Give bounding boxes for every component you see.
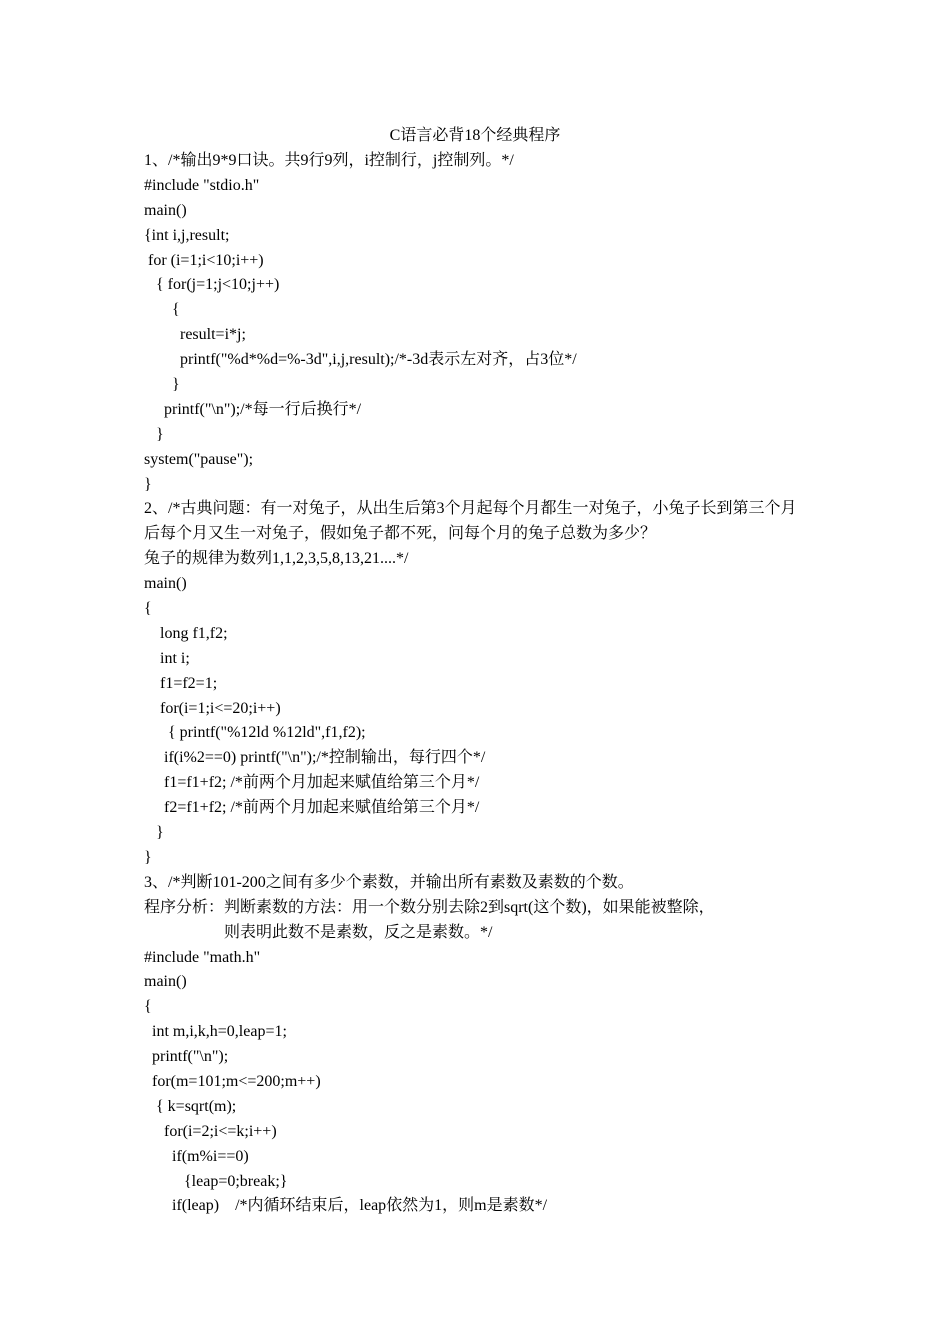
text-line: long f1,f2; bbox=[144, 624, 228, 642]
document-body bbox=[144, 149, 824, 1219]
text-line: 则表明此数不是素数，反之是素数。*/ bbox=[144, 923, 493, 941]
text-line: 后每个月又生一对兔子，假如兔子都不死，问每个月的兔子总数为多少？ bbox=[144, 525, 657, 543]
document-title: C语言必背18个经典程序 bbox=[389, 127, 561, 144]
text-line: f1=f1+f2; /*前两个月加起来赋值给第三个月*/ bbox=[144, 774, 480, 792]
text-line: { bbox=[144, 301, 180, 319]
text-line: #include "stdio.h" bbox=[144, 176, 260, 194]
text-line: result=i*j; bbox=[144, 326, 246, 344]
text-line: { bbox=[144, 600, 152, 618]
text-line: f1=f2=1; bbox=[144, 674, 218, 692]
text-line: { printf("%12ld %12ld",f1,f2); bbox=[144, 724, 366, 742]
text-line: { for(j=1;j<10;j++) bbox=[144, 276, 280, 294]
text-line: } bbox=[144, 376, 180, 394]
text-line: if(leap) /*内循环结束后，leap依然为1，则m是素数*/ bbox=[144, 1197, 548, 1215]
text-line: f2=f1+f2; /*前两个月加起来赋值给第三个月*/ bbox=[144, 799, 480, 817]
text-line: if(m%i==0) bbox=[144, 1147, 249, 1165]
text-line: int i; bbox=[144, 649, 190, 667]
text-line: system("pause"); bbox=[144, 450, 254, 468]
text-line: { bbox=[144, 998, 152, 1016]
text-line: 程序分析：判断素数的方法：用一个数分别去除2到sqrt(这个数)，如果能被整除， bbox=[144, 898, 715, 916]
text-line: main() bbox=[144, 201, 187, 219]
text-line: 1、/*输出9*9口诀。共9行9列，i控制行，j控制列。*/ bbox=[144, 152, 514, 169]
text-line: if(i%2==0) printf("\n");/*控制输出，每行四个*/ bbox=[144, 749, 486, 767]
text-line: main() bbox=[144, 973, 187, 991]
text-line: {leap=0;break;} bbox=[144, 1172, 288, 1190]
text-line: } bbox=[144, 848, 152, 866]
text-line: { k=sqrt(m); bbox=[144, 1097, 237, 1115]
text-line: 3、/*判断101-200之间有多少个素数，并输出所有素数及素数的个数。 bbox=[144, 873, 634, 891]
text-line: 兔子的规律为数列1,1,2,3,5,8,13,21....*/ bbox=[144, 550, 409, 568]
text-line: printf("\n");/*每一行后换行*/ bbox=[144, 400, 362, 418]
text-line: {int i,j,result; bbox=[144, 226, 230, 244]
text-line: for(m=101;m<=200;m++) bbox=[144, 1072, 321, 1090]
text-line: printf("%d*%d=%-3d",i,j,result);/*-3d表示左对齐，占3位*/ bbox=[144, 351, 577, 369]
text-line: printf("\n"); bbox=[144, 1048, 229, 1066]
text-line: 2、/*古典问题：有一对兔子，从出生后第3个月起每个月都生一对兔子，小兔子长到第三个月 bbox=[144, 500, 797, 518]
text-line: main() bbox=[144, 575, 187, 593]
text-line: int m,i,k,h=0,leap=1; bbox=[144, 1023, 287, 1041]
text-line: for(i=1;i<=20;i++) bbox=[144, 699, 281, 717]
text-line: } bbox=[144, 824, 164, 842]
text-line: for(i=2;i<=k;i++) bbox=[144, 1122, 277, 1140]
text-line: } bbox=[144, 475, 152, 493]
text-line: #include "math.h" bbox=[144, 948, 261, 966]
text-line: } bbox=[144, 425, 164, 443]
text-line: for (i=1;i<10;i++) bbox=[144, 251, 264, 269]
